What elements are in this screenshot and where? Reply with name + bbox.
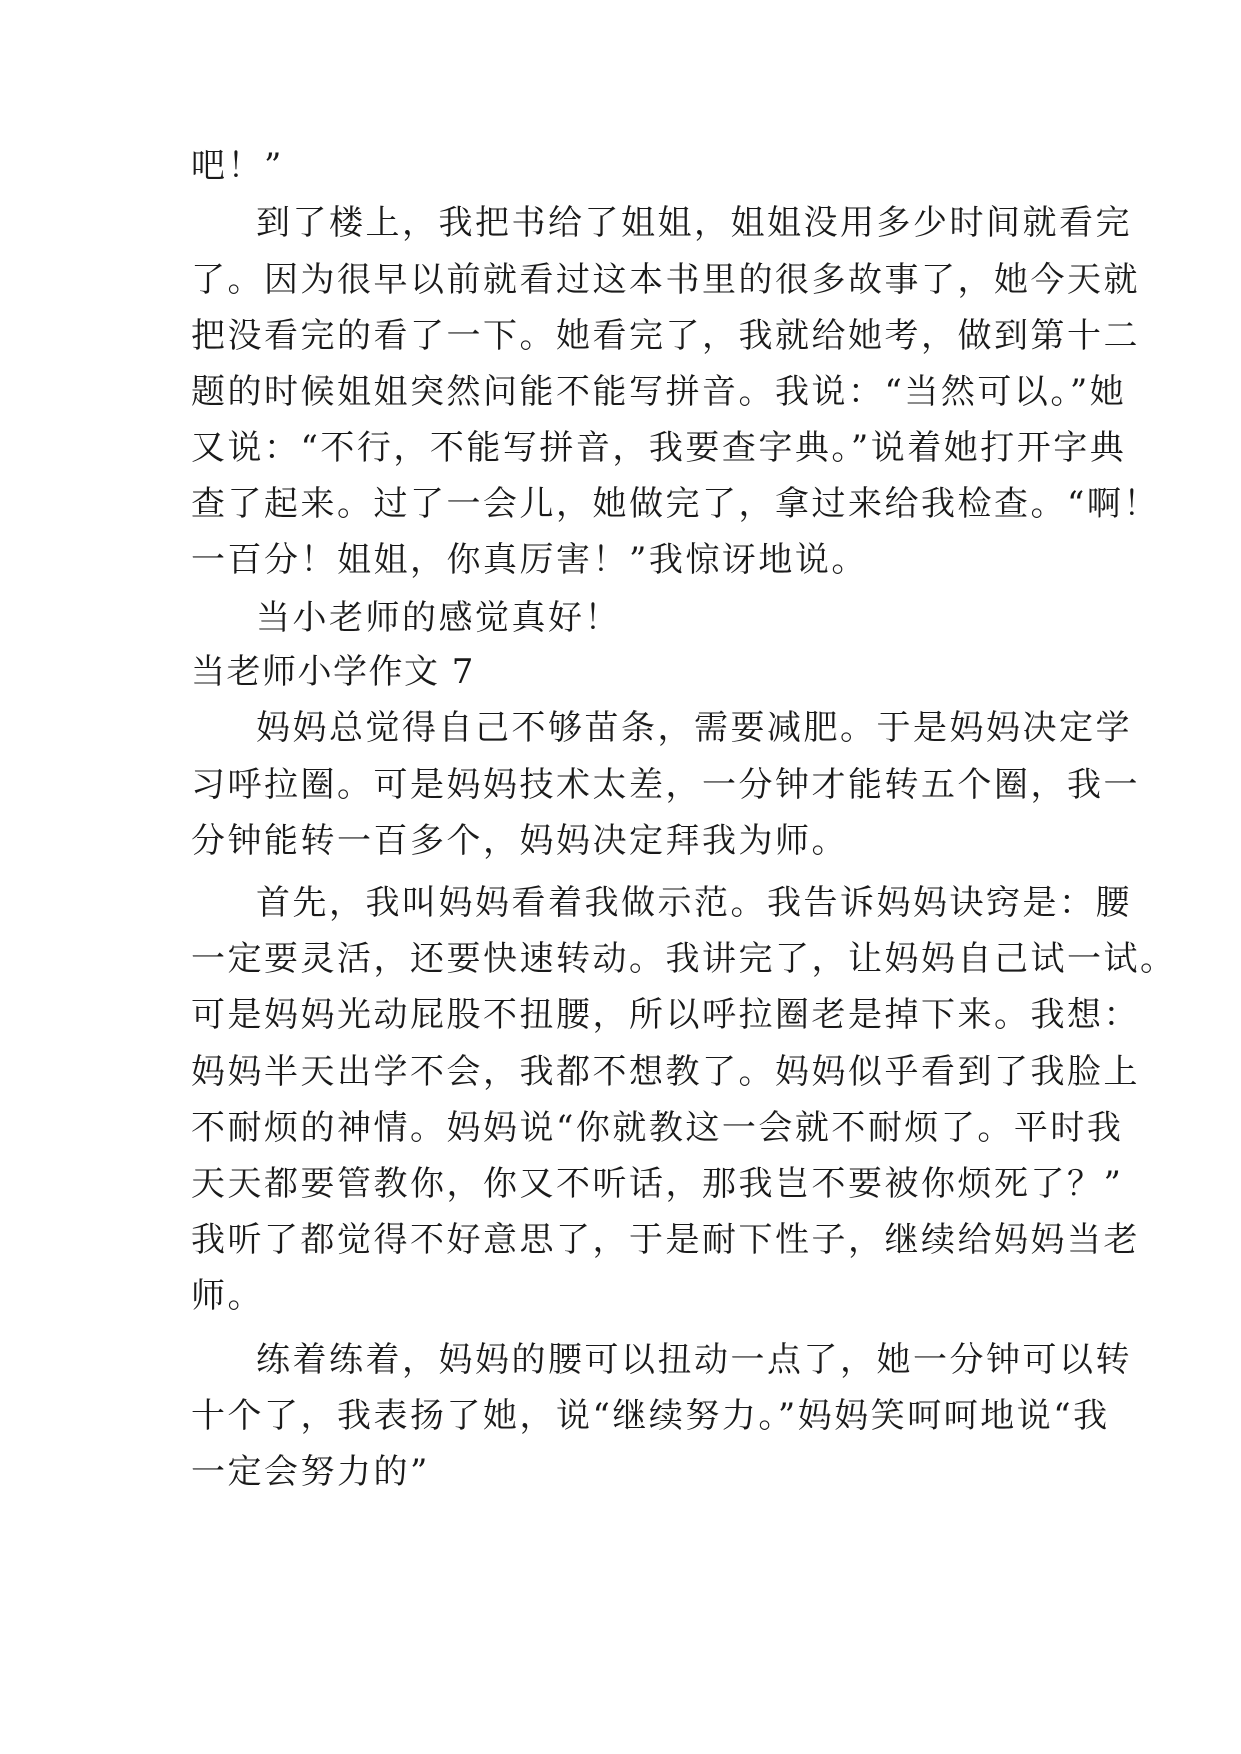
text-line: 可是妈妈光动屁股不扭腰，所以呼拉圈老是掉下来。我想： xyxy=(191,995,1140,1035)
text-line: 了。因为很早以前就看过这本书里的很多故事了，她今天就 xyxy=(191,260,1140,300)
text-line: 一定会努力的” xyxy=(191,1452,430,1492)
text-line: 把没看完的看了一下。她看完了，我就给她考，做到第十二 xyxy=(191,316,1140,356)
text-line: 查了起来。过了一会儿，她做完了，拿过来给我检查。“啊！ xyxy=(191,484,1160,524)
paragraph-start-line: 当小老师的感觉真好！ xyxy=(256,598,621,638)
text-line: 一定要灵活，还要快速转动。我讲完了，让妈妈自己试一试。 xyxy=(191,939,1177,979)
text-line: 吧！” xyxy=(191,146,284,186)
paragraph-start-line: 到了楼上，我把书给了姐姐，姐姐没用多少时间就看完 xyxy=(256,203,1132,243)
text-line: 一百分！姐姐，你真厉害！”我惊讶地说。 xyxy=(191,540,868,580)
text-line: 我听了都觉得不好意思了，于是耐下性子，继续给妈妈当老 xyxy=(191,1220,1140,1260)
text-line: 天天都要管教你，你又不听话，那我岂不要被你烦死了？” xyxy=(191,1164,1124,1204)
text-line: 妈妈半天出学不会，我都不想教了。妈妈似乎看到了我脸上 xyxy=(191,1052,1140,1092)
text-line: 师。 xyxy=(191,1276,264,1316)
text-line: 题的时候姐姐突然问能不能写拼音。我说：“当然可以。”她 xyxy=(191,372,1127,412)
section-heading: 当老师小学作文 7 xyxy=(191,652,475,692)
paragraph-start-line: 妈妈总觉得自己不够苗条，需要减肥。于是妈妈决定学 xyxy=(256,708,1132,748)
text-line: 又说：“不行，不能写拼音，我要查字典。”说着她打开字典 xyxy=(191,428,1127,468)
text-line: 分钟能转一百多个，妈妈决定拜我为师。 xyxy=(191,821,848,861)
text-line: 十个了，我表扬了她，说“继续努力。”妈妈笑呵呵地说“我 xyxy=(191,1396,1110,1436)
text-line: 不耐烦的神情。妈妈说“你就教这一会就不耐烦了。平时我 xyxy=(191,1108,1124,1148)
text-line: 习呼拉圈。可是妈妈技术太差，一分钟才能转五个圈，我一 xyxy=(191,765,1140,805)
paragraph-start-line: 练着练着，妈妈的腰可以扭动一点了，她一分钟可以转 xyxy=(256,1340,1132,1380)
paragraph-start-line: 首先，我叫妈妈看着我做示范。我告诉妈妈诀窍是：腰 xyxy=(256,883,1132,923)
